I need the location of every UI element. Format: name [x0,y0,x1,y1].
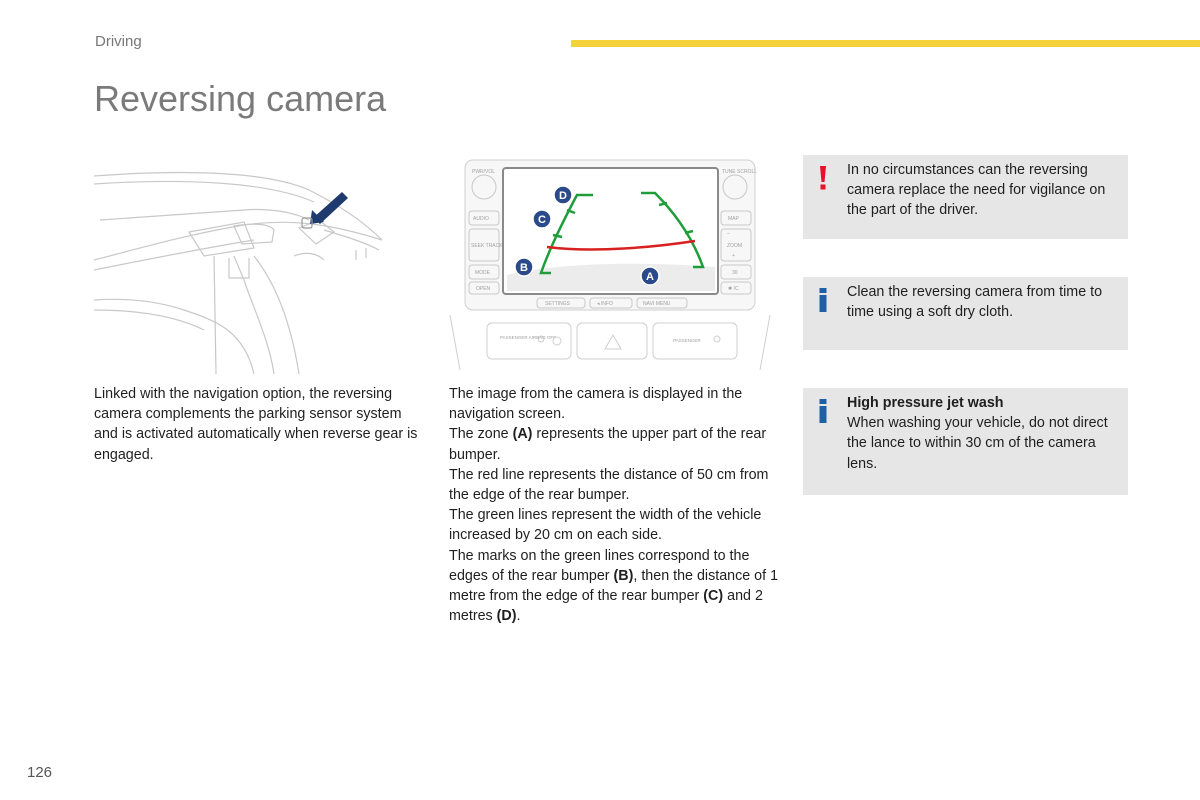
console-label-airbag-off: PASSENGER AIRBAG OFF [500,335,556,340]
text-span: represents the upper part of the rear bumper. [449,426,767,463]
marker-d: D [559,190,567,202]
text-span: , then the distance of 1 metre from the edge of the rear bumper [449,567,779,605]
zone-a-ref: (A) [512,426,533,443]
column2-paragraph-5 [449,546,783,627]
text-span: The zone [449,426,513,443]
button-label-map: MAP [728,216,739,222]
button-label-info: ◂ INFO [597,301,613,307]
info-note-text [847,282,1117,322]
text-span: The marks on the green lines correspond to the edges of the rear bumper [449,547,750,584]
accent-bar [571,40,1200,47]
button-label-seek: SEEK TRACK [471,243,503,249]
button-label-zoom-plus: + [732,253,735,259]
marker-a: A [646,271,654,283]
page-title: Reversing camera [94,78,387,119]
button-label-navi: NAVI MENU [643,301,671,307]
column1-paragraph: Linked with the navigation option, the reversing camera complements the parking sensor system and is activated automatically when reverse gear is engaged. [94,386,418,463]
mark-d-ref: (D) [496,608,517,625]
button-label-pwr: PWR/VOL [472,169,496,175]
note-paragraph: When washing your vehicle, do not direct the lance to within 30 cm of the camera lens. [847,415,1108,472]
button-label-30: 30 [732,270,738,276]
note-heading: High pressure jet wash [847,395,1004,411]
warning-note [803,155,1128,239]
note-paragraph: Clean the reversing camera from time to time using a soft dry cloth. [847,284,1103,321]
column2-text [449,384,783,626]
info-note-jet-wash [803,388,1128,495]
column2-paragraph-2 [449,424,783,464]
column1-text [94,384,424,465]
text-span: . [516,608,521,625]
tailgate-camera-illustration [94,160,384,374]
mark-b-ref: (B) [613,567,634,584]
page-number: 126 [27,764,53,781]
button-label-settings: SETTINGS [545,301,571,307]
navigation-screen-illustration [445,155,775,375]
info-note-cleaning [803,277,1128,350]
button-label-mode: MODE [475,270,490,276]
button-label-open: OPEN [476,286,491,292]
info-icon [815,287,831,313]
section-label: Driving [95,33,142,50]
text-span: and 2 metres [449,588,763,625]
note-paragraph: In no circumstances can the reversing camera replace the need for vigilance on the part of the driver. [847,162,1106,219]
button-label-zoom-minus: − [727,231,730,237]
mark-c-ref: (C) [703,588,724,605]
console-label-passenger: PASSENGER [673,338,701,343]
column2-paragraph-4: The green lines represent the width of the vehicle increased by 20 cm on each side. [449,507,762,544]
column2-paragraph-1: The image from the camera is displayed in the navigation screen. [449,386,743,423]
warning-exclamation-icon [815,165,831,191]
info-icon [815,398,831,424]
info-note-text [847,393,1117,474]
button-label-tune: TUNE SCROLL [722,169,758,175]
marker-c: C [538,214,546,226]
marker-b: B [520,262,528,274]
warning-note-text [847,160,1117,221]
button-label-star: ✱ /C [728,286,739,292]
column2-paragraph-3: The red line represents the distance of 50 cm from the edge of the rear bumper. [449,466,769,504]
button-label-audio: AUDIO [473,216,489,222]
button-label-zoom: ZOOM [727,243,742,249]
